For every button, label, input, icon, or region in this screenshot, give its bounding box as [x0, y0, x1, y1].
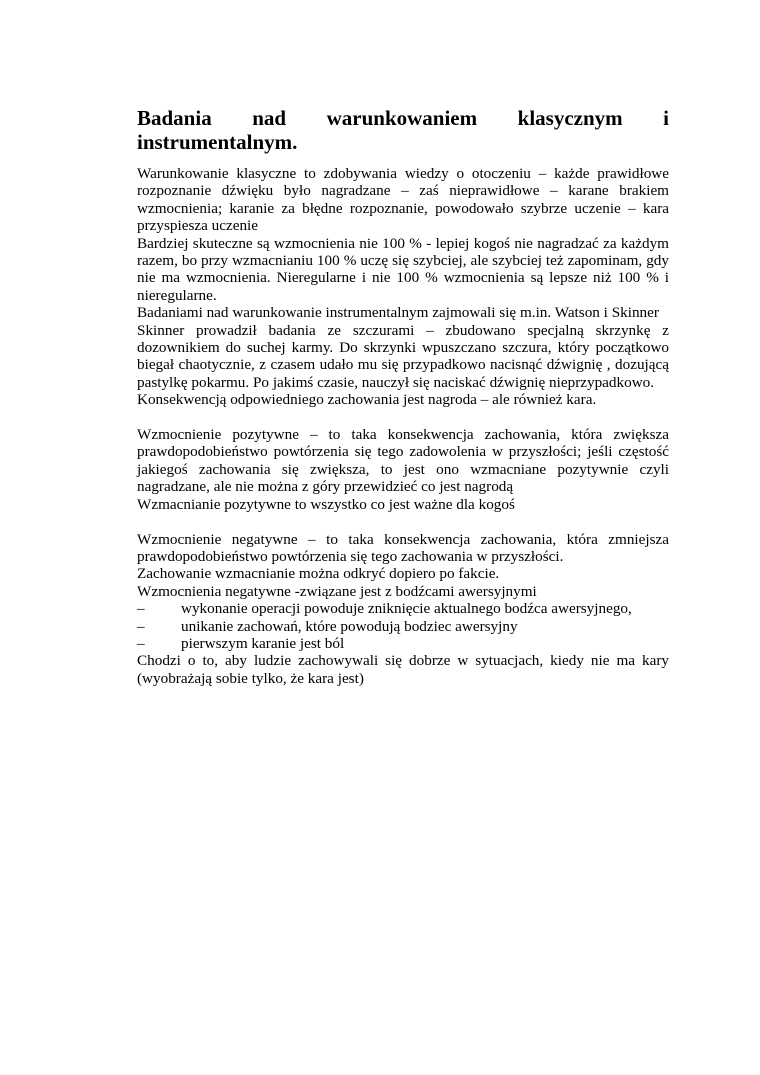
paragraph-positive-reinforcement: Wzmocnienie pozytywne – to taka konsekwencja zachowania, która zwiększa prawdopodobieństwo powtórzenia się tego zadowolenia w przyszłości; jeśli częstość jakiegoś zachowania się zwiększa, to jest ono wzmacniane pozytywnie czyli nagradzane, ale nie można z góry przewidzieć co jest nagrodą — [137, 426, 669, 496]
list-item-text: unikanie zachowań, które powodują bodziec awersyjny — [181, 617, 518, 635]
paragraph-classical-conditioning: Warunkowanie klasyczne to zdobywania wiedzy o otoczeniu – każde prawidłowe rozpoznanie dźwięku było nagradzane – zaś nieprawidłowe – karane brakiem wzmocnienia; karanie za błędne rozpoznanie, powodowało szybrze uczenie – kara przyspiesza uczenie — [137, 165, 669, 235]
list-item — [137, 635, 669, 652]
paragraph-aversive-stimuli: Wzmocnienia negatywne -związane jest z bodźcami awersyjnymi — [137, 582, 537, 600]
paragraph-skinner-box: Skinner prowadził badania ze szczurami – zbudowano specjalną skrzynkę z dozownikiem do suchej karmy. Do skrzynki wpuszczano szczura, który początkowo biegał chaotycznie, z czasem udało mu się przypadkowo nacisnąć dźwignię , dozującą pastylkę pokarmu. Po jakimś czasie, nauczył się naciskać dźwignię nieprzypadkowo. — [137, 321, 669, 391]
paragraph-after-fact: Zachowanie wzmacnianie można odkryć dopiero po fakcie. — [137, 565, 500, 583]
paragraph-reinforcement-schedule: Bardziej skuteczne są wzmocnienia nie 100 % - lepiej kogoś nie nagradzać za każdym razem, bo przy wzmacnianiu 100 % uczę się szybciej, ale szybciej też zapominam, gdy nie ma wzmocnienia. Nieregularne i nie 100 % wzmocnienia są lepsze niż 100 % i nieregularne. — [137, 234, 669, 304]
paragraph-instrumental-researchers: Badaniami nad warunkowanie instrumentalnym zajmowali się m.in. Watson i Skinner — [137, 304, 659, 322]
document-title — [137, 106, 669, 154]
document-page — [137, 106, 669, 687]
paragraph-conclusion: Chodzi o to, aby ludzie zachowywali się dobrze w sytuacjach, kiedy nie ma kary (wyobrażają sobie tylko, że kara jest) — [137, 652, 669, 687]
blank-line — [137, 513, 669, 530]
list-item-text: wykonanie operacji powoduje zniknięcie aktualnego bodźca awersyjnego, — [181, 600, 632, 618]
list-dash: – — [137, 617, 145, 635]
list-dash: – — [137, 600, 145, 618]
list-item — [137, 600, 669, 617]
title-line-1: Badania nad warunkowaniem klasycznym i — [137, 106, 669, 130]
list-item — [137, 618, 669, 635]
paragraph-negative-reinforcement: Wzmocnienie negatywne – to taka konsekwencja zachowania, która zmniejsza prawdopodobieństwo powtórzenia się tego zachowania w przyszłości. — [137, 530, 669, 565]
blank-line — [137, 409, 669, 426]
title-line-2: instrumentalnym. — [137, 130, 298, 154]
list-dash: – — [137, 634, 145, 652]
paragraph-consequence: Konsekwencją odpowiedniego zachowania jest nagroda – ale również kara. — [137, 391, 597, 409]
paragraph-positive-reinforcement-note: Wzmacnianie pozytywne to wszystko co jest ważne dla kogoś — [137, 495, 515, 513]
list-item-text: pierwszym karanie jest ból — [181, 634, 345, 652]
document-body — [137, 165, 669, 687]
